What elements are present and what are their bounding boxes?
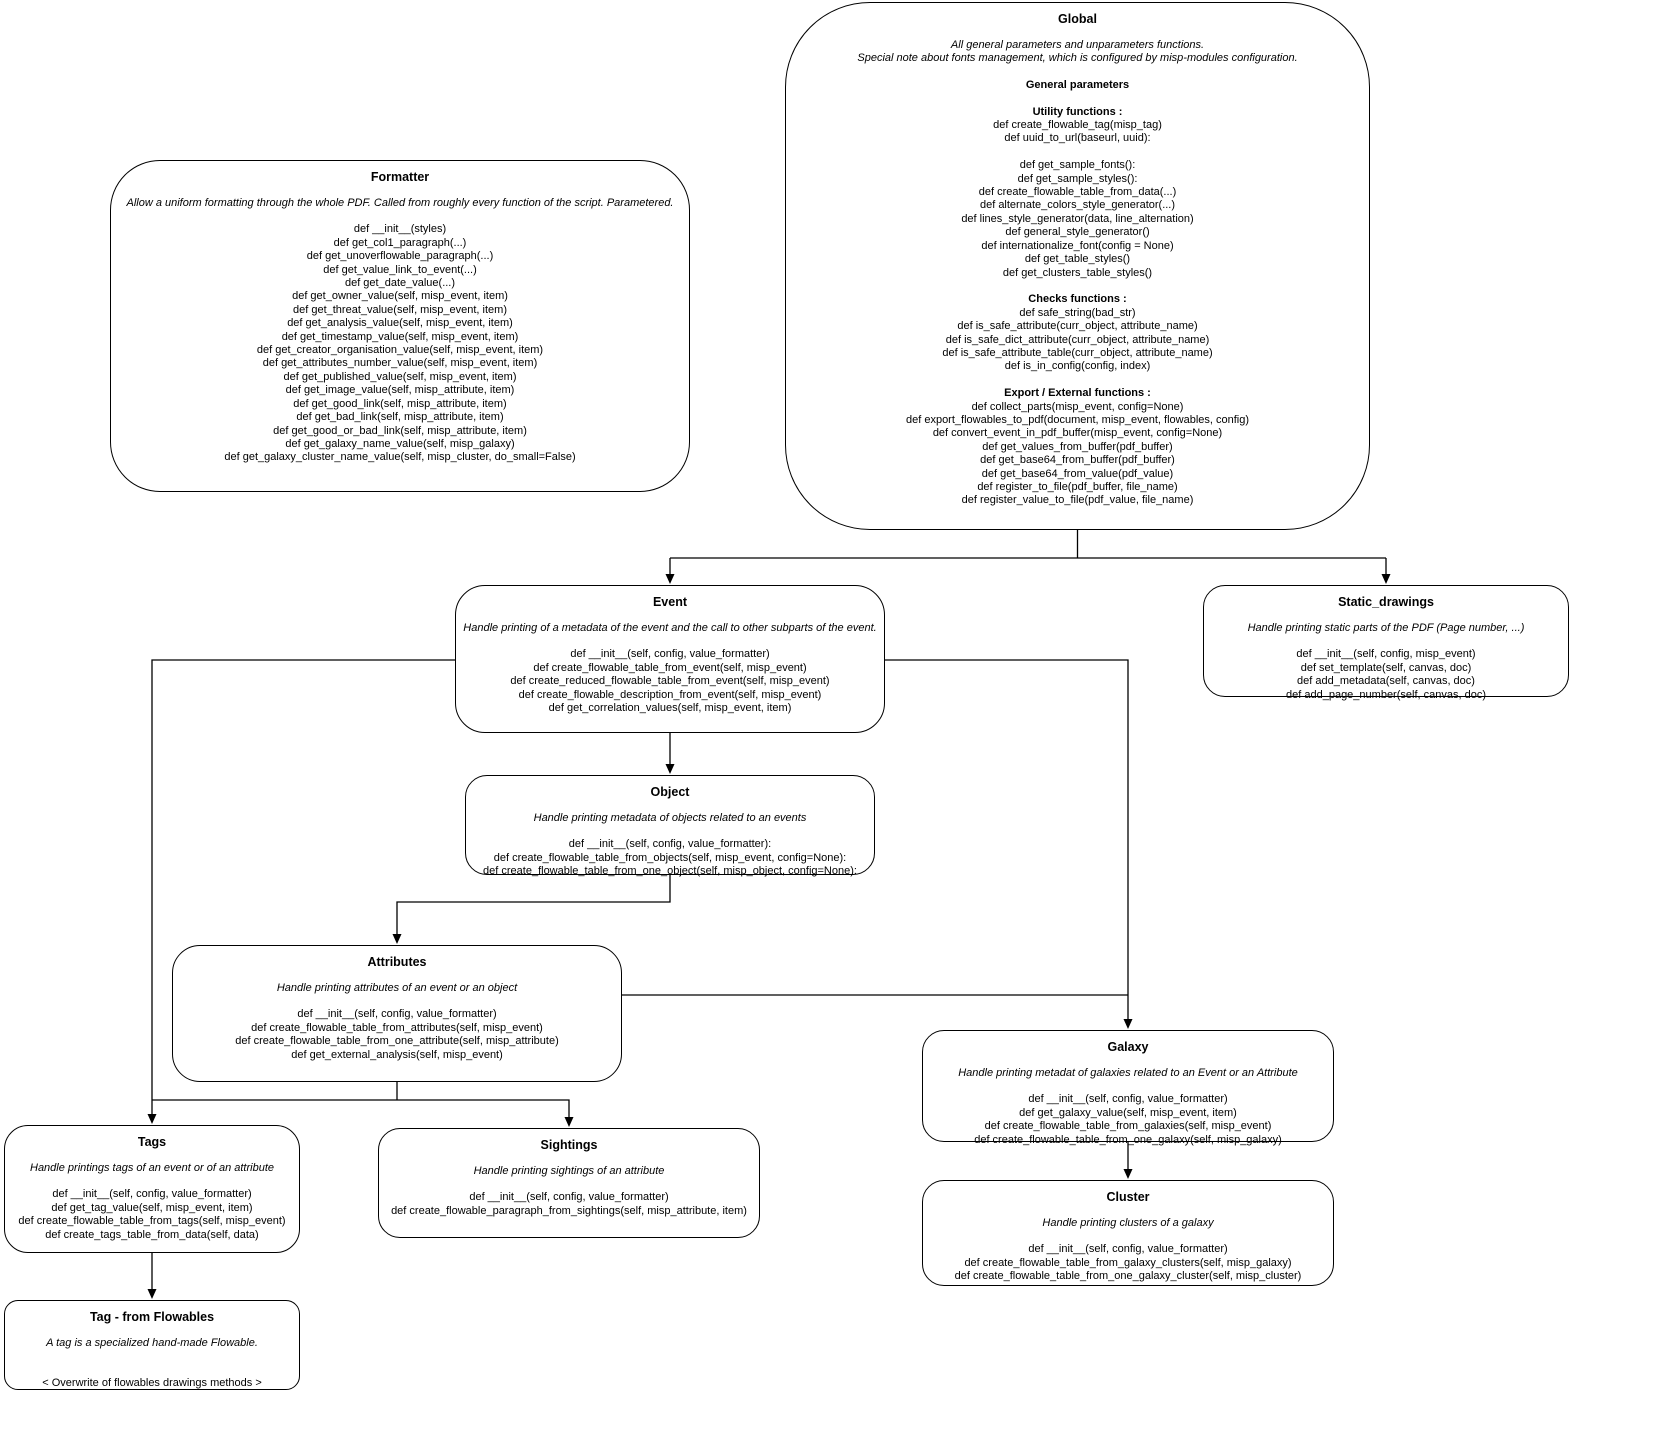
method-line: Handle printing metadata of objects related to an events [533,812,807,824]
box-description [1204,622,1568,635]
method-line: def create_flowable_table_from_event(self, misp_event) [533,661,807,674]
method-line: def create_flowable_table_from_one_galaxy(self, misp_galaxy) [974,1133,1282,1146]
class-box-galaxy [922,1030,1334,1146]
box-methods [923,1243,1333,1283]
method-line: def create_flowable_paragraph_from_sightings(self, misp_attribute, item) [391,1204,747,1217]
class-box-static-drawings [1203,585,1569,701]
method-line: def __init__(self, config, value_formatter) [52,1188,252,1201]
arrowhead-sightings [565,1117,574,1127]
method-line: def get_creator_organisation_value(self, misp_event, item) [256,344,544,357]
method-line: def add_metadata(self, canvas, doc) [1297,675,1475,688]
method-line: def collect_parts(misp_event, config=None) [971,400,1184,413]
method-line: def create_flowable_table_from_galaxies(self, misp_event) [984,1120,1272,1133]
method-line: def get_timestamp_value(self, misp_event, item) [281,330,519,343]
method-line: def __init__(self, config, value_formatter) [297,1008,497,1021]
method-line: def create_flowable_table_from_one_object(self, misp_object, config=None): [483,865,857,878]
method-line: def __init__(self, config, misp_event) [1296,648,1476,661]
arrowhead-object [666,764,675,774]
method-line: def get_owner_value(self, misp_event, item) [292,290,508,303]
method-line: def get_clusters_table_styles() [1002,266,1153,279]
box-methods [111,223,689,464]
method-line: def add_page_number(self, canvas, doc) [1286,688,1486,701]
method-line: def general_style_generator() [1005,226,1150,239]
box-description [111,197,689,210]
method-line: A tag is a specialized hand-made Flowable. [46,1337,258,1349]
method-line: def is_safe_attribute(curr_object, attribute_name) [957,320,1198,333]
arrowhead-static-drawings [1382,574,1391,584]
method-line: def convert_event_in_pdf_buffer(misp_event, config=None) [932,427,1223,440]
spacer [786,374,1369,387]
method-line: def create_flowable_tag(misp_tag) [993,119,1162,132]
method-line: def get_table_styles() [1024,253,1131,266]
edge-branch-to-sightings [152,1100,569,1118]
spacer [786,92,1369,105]
box-description [379,1165,759,1178]
method-line: def get_sample_styles(): [1017,172,1138,185]
class-box-tags [4,1125,300,1253]
class-box-tag-from-flowables [4,1300,300,1390]
method-line: def internationalize_font(config = None) [981,239,1174,252]
method-line: def get_attributes_number_value(self, misp_event, item) [262,357,538,370]
method-line: Handle printing clusters of a galaxy [1042,1217,1214,1229]
method-line: def get_published_value(self, misp_event, item) [283,370,517,383]
method-line: def is_safe_dict_attribute(curr_object, attribute_name) [945,333,1210,346]
box-title: Global [1058,12,1097,26]
method-line: def create_flowable_table_from_galaxy_clusters(self, misp_galaxy) [964,1256,1292,1269]
method-line: def get_analysis_value(self, misp_event, item) [287,317,513,330]
method-line: def is_in_config(config, index) [1004,360,1151,373]
class-box-sightings [378,1128,760,1238]
box-description [173,982,621,995]
class-box-global [785,2,1370,530]
method-line: def set_template(self, canvas, doc) [1300,661,1472,674]
box-methods [786,79,1369,508]
method-line: def get_image_value(self, misp_attribute, item) [285,384,515,397]
method-line: def get_value_link_to_event(...) [323,263,477,276]
method-line: def uuid_to_url(baseurl, uuid): [1004,132,1151,145]
box-title: Formatter [370,170,430,184]
method-line: def lines_style_generator(data, line_alternation) [961,212,1194,225]
method-line: def get_sample_fonts(): [1019,159,1136,172]
arrowhead-attributes [393,934,402,944]
class-box-object [465,775,875,878]
method-line: def __init__(styles) [353,223,447,236]
box-description [923,1217,1333,1230]
box-description [5,1337,299,1350]
box-title: Attributes [367,955,427,969]
spacer [786,280,1369,293]
method-line: def __init__(self, config, value_formatter) [570,648,770,661]
box-methods [456,648,884,715]
box-title: Event [652,595,688,609]
method-line: def create_flowable_table_from_data(...) [978,186,1177,199]
edge-event-to-galaxy [885,660,1128,1020]
box-methods [173,1008,621,1062]
method-line: def create_flowable_table_from_objects(self, misp_event, config=None): [493,851,847,864]
method-line: def __init__(self, config, value_formatter): [568,838,772,851]
method-line: def get_galaxy_value(self, misp_event, item) [1019,1106,1237,1119]
method-line: Handle printing attributes of an event or an object [276,982,518,994]
method-line: def get_good_or_bad_link(self, misp_attribute, item) [273,424,527,437]
section-header: Utility functions : [1032,105,1123,118]
method-line: def create_reduced_flowable_table_from_event(self, misp_event) [510,675,830,688]
box-description [5,1162,299,1175]
method-line: def create_flowable_table_from_one_galaxy_cluster(self, misp_cluster) [954,1270,1302,1283]
method-line: Special note about fonts management, which is configured by misp-modules configuration. [857,52,1298,65]
box-description [923,1067,1333,1080]
method-line: def get_col1_paragraph(...) [333,236,467,249]
method-line: def create_flowable_table_from_attributes(self, misp_event) [251,1021,543,1034]
arrowhead-tags [148,1114,157,1124]
box-methods [466,838,874,878]
method-line: def get_galaxy_name_value(self, misp_galaxy) [285,437,515,450]
method-line: def create_flowable_table_from_tags(self, misp_event) [18,1215,286,1228]
method-line: def get_bad_link(self, misp_attribute, item) [296,411,504,424]
method-line: def __init__(self, config, value_formatter) [469,1191,669,1204]
box-methods [923,1093,1333,1147]
method-line: Handle printing metadat of galaxies related to an Event or an Attribute [958,1067,1298,1079]
class-box-event [455,585,885,733]
method-line: Allow a uniform formatting through the whole PDF. Called from roughly every function of the script. Parametered. [126,197,674,209]
arrowhead-cluster [1124,1169,1133,1179]
method-line: Handle printing of a metadata of the event and the call to other subparts of the event. [463,622,877,634]
class-box-attributes [172,945,622,1082]
method-line: def register_value_to_file(pdf_value, file_name) [961,494,1194,507]
method-line: def is_safe_attribute_table(curr_object, attribute_name) [942,346,1213,359]
box-title: Static_drawings [1338,595,1434,609]
method-line: def safe_string(bad_str) [1019,306,1136,319]
method-line: def create_flowable_description_from_event(self, misp_event) [518,688,822,701]
class-box-cluster [922,1180,1334,1286]
box-description [466,812,874,825]
method-line: def __init__(self, config, value_formatter) [1028,1243,1228,1256]
method-line: def get_base64_from_value(pdf_value) [981,467,1174,480]
box-title: Tag - from Flowables [89,1310,215,1324]
method-line: def register_to_file(pdf_buffer, file_name) [977,481,1178,493]
method-line: def export_flowables_to_pdf(document, misp_event, flowables, config) [905,413,1250,426]
method-line: Handle printings tags of an event or of an attribute [30,1162,274,1174]
spacer [786,146,1369,159]
spacer [5,1363,299,1376]
method-line: def get_good_link(self, misp_attribute, item) [293,397,507,410]
section-header: Checks functions : [1028,293,1127,306]
arrowhead-galaxy [1124,1019,1133,1029]
method-line: def get_galaxy_cluster_name_value(self, misp_cluster, do_small=False) [224,451,576,464]
arrowhead-tag-flowables [148,1289,157,1299]
box-title: Cluster [1106,1190,1150,1204]
section-header: Export / External functions : [1004,387,1151,400]
method-line: def get_threat_value(self, misp_event, item) [292,303,507,316]
method-line: def get_correlation_values(self, misp_event, item) [548,702,792,715]
box-methods [5,1188,299,1242]
method-line: def get_values_from_buffer(pdf_buffer) [982,440,1173,453]
method-line: def __init__(self, config, value_formatter) [1028,1093,1228,1106]
box-description [786,39,1369,66]
class-box-formatter [110,160,690,492]
method-line: def get_tag_value(self, misp_event, item) [51,1201,253,1214]
method-line: def get_date_value(...) [344,277,456,290]
box-methods [5,1363,299,1390]
method-line: Handle printing static parts of the PDF (Page number, ...) [1247,622,1525,634]
box-title: Galaxy [1107,1040,1149,1054]
arrowhead-event [666,574,675,584]
box-title: Sightings [540,1138,598,1152]
method-line: Handle printing sightings of an attribute [473,1165,665,1177]
method-line: def get_base64_from_buffer(pdf_buffer) [980,454,1175,467]
method-line: def create_flowable_table_from_one_attribute(self, misp_attribute) [235,1035,559,1048]
method-line: def create_tags_table_from_data(self, data) [45,1228,259,1241]
method-line: All general parameters and unparameters functions. [950,39,1205,51]
method-line: def alternate_colors_style_generator(...) [979,199,1176,212]
section-header: General parameters [1025,78,1130,91]
method-line: def get_unoverflowable_paragraph(...) [306,250,494,263]
edge-object-to-attributes [397,875,670,935]
box-title: Tags [137,1135,167,1149]
method-line: < Overwrite of flowables drawings methods > [42,1376,262,1389]
box-title: Object [650,785,690,799]
box-description [456,622,884,635]
method-line: def get_external_analysis(self, misp_event) [291,1048,503,1061]
box-methods [379,1191,759,1218]
box-methods [1204,648,1568,702]
